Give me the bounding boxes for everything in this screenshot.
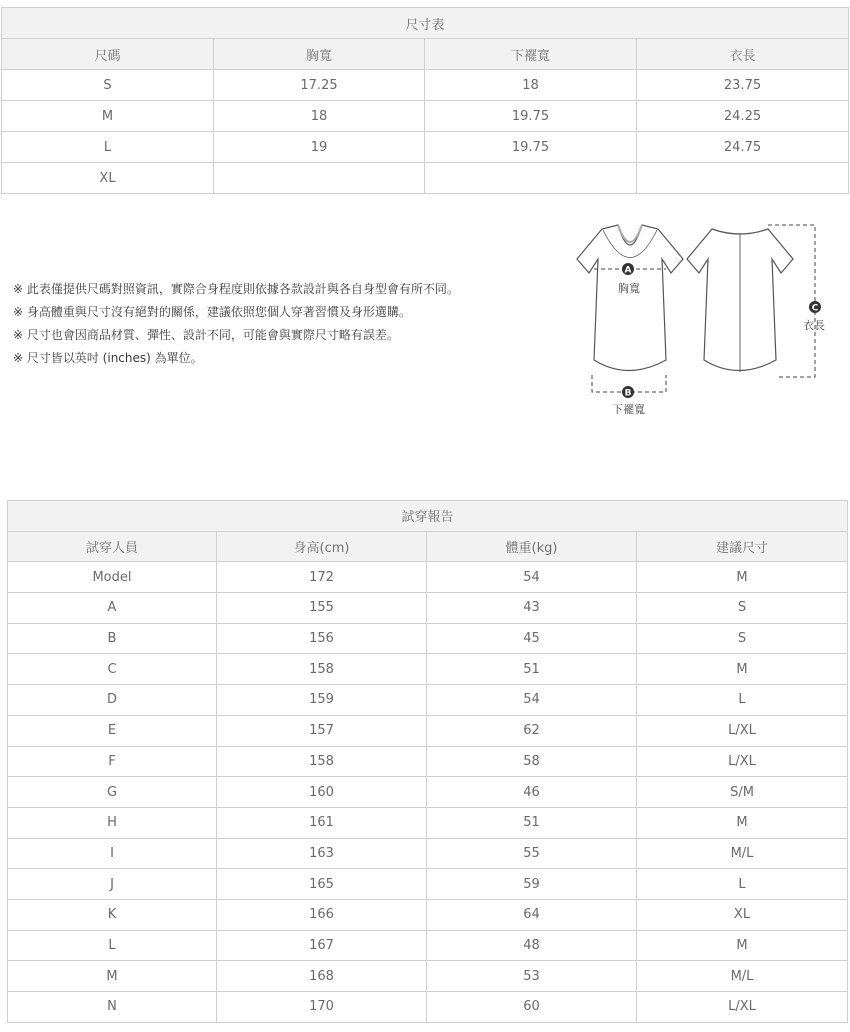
table-row xyxy=(8,961,848,992)
tester-cell: J xyxy=(8,869,217,900)
table-row xyxy=(8,685,848,716)
recommended-size-cell: S xyxy=(637,623,848,654)
chest-cell: 19 xyxy=(214,132,425,163)
hem-cell: 19.75 xyxy=(425,132,637,163)
tester-cell: F xyxy=(8,746,217,777)
size-notes xyxy=(13,278,459,370)
length-cell xyxy=(637,163,849,194)
weight-cell: 48 xyxy=(427,930,637,961)
table-row xyxy=(8,562,848,593)
tester-cell: A xyxy=(8,593,217,624)
recommended-size-cell: M xyxy=(637,807,848,838)
recommended-size-cell: XL xyxy=(637,899,848,930)
table-row xyxy=(2,132,849,163)
length-cell: 24.25 xyxy=(637,101,849,132)
tester-cell: D xyxy=(8,685,217,716)
tester-cell: K xyxy=(8,899,217,930)
weight-cell: 64 xyxy=(427,899,637,930)
table-row xyxy=(2,101,849,132)
fit-report-header: 身高(cm) xyxy=(217,531,427,562)
weight-cell: 60 xyxy=(427,992,637,1023)
tester-cell: H xyxy=(8,807,217,838)
table-row xyxy=(2,163,849,194)
table-row xyxy=(8,715,848,746)
recommended-size-cell: L xyxy=(637,869,848,900)
fit-report-title: 試穿報告 xyxy=(8,501,848,532)
hem-cell xyxy=(425,163,637,194)
chest-cell: 18 xyxy=(214,101,425,132)
height-cell: 161 xyxy=(217,807,427,838)
recommended-size-cell: L xyxy=(637,685,848,716)
height-cell: 172 xyxy=(217,562,427,593)
recommended-size-cell: M xyxy=(637,654,848,685)
tester-cell: I xyxy=(8,838,217,869)
table-row xyxy=(8,930,848,961)
table-row xyxy=(2,70,849,101)
table-row xyxy=(8,899,848,930)
height-cell: 168 xyxy=(217,961,427,992)
size-chart-title: 尺寸表 xyxy=(2,8,849,39)
measurement-diagram xyxy=(570,215,835,425)
length-cell: 24.75 xyxy=(637,132,849,163)
marker-a: A xyxy=(624,265,632,276)
weight-cell: 51 xyxy=(427,654,637,685)
size-cell: L xyxy=(2,132,214,163)
weight-cell: 54 xyxy=(427,562,637,593)
length-label: 衣長 xyxy=(803,319,825,332)
recommended-size-cell: S/M xyxy=(637,777,848,808)
chest-label: 胸寬 xyxy=(618,282,640,295)
fit-report-header: 體重(kg) xyxy=(427,531,637,562)
recommended-size-cell: M/L xyxy=(637,961,848,992)
size-chart-table xyxy=(1,7,849,194)
weight-cell: 62 xyxy=(427,715,637,746)
table-row xyxy=(8,593,848,624)
tester-cell: N xyxy=(8,992,217,1023)
height-cell: 155 xyxy=(217,593,427,624)
fit-report-header: 建議尺寸 xyxy=(637,531,848,562)
height-cell: 156 xyxy=(217,623,427,654)
weight-cell: 53 xyxy=(427,961,637,992)
hem-cell: 18 xyxy=(425,70,637,101)
weight-cell: 51 xyxy=(427,807,637,838)
height-cell: 158 xyxy=(217,746,427,777)
marker-c: C xyxy=(811,303,819,314)
height-cell: 159 xyxy=(217,685,427,716)
table-row xyxy=(8,623,848,654)
note-line: ※ 身高體重與尺寸沒有絕對的關係，建議依照您個人穿著習慣及身形選購。 xyxy=(13,305,411,319)
tester-cell: G xyxy=(8,777,217,808)
table-row xyxy=(8,869,848,900)
weight-cell: 45 xyxy=(427,623,637,654)
note-line: ※ 尺寸也會因商品材質、彈性、設計不同，可能會與實際尺寸略有誤差。 xyxy=(13,328,399,342)
tester-cell: L xyxy=(8,930,217,961)
size-chart-header: 下襬寬 xyxy=(425,39,637,70)
chest-cell xyxy=(214,163,425,194)
height-cell: 167 xyxy=(217,930,427,961)
tester-cell: B xyxy=(8,623,217,654)
weight-cell: 43 xyxy=(427,593,637,624)
weight-cell: 46 xyxy=(427,777,637,808)
tshirt-front-icon xyxy=(577,225,683,371)
length-cell: 23.75 xyxy=(637,70,849,101)
recommended-size-cell: L/XL xyxy=(637,715,848,746)
size-chart-header: 尺碼 xyxy=(2,39,214,70)
height-cell: 160 xyxy=(217,777,427,808)
recommended-size-cell: M xyxy=(637,930,848,961)
marker-b: B xyxy=(624,388,632,399)
size-cell: S xyxy=(2,70,214,101)
height-cell: 158 xyxy=(217,654,427,685)
fit-report-table xyxy=(7,500,848,1023)
hem-cell: 19.75 xyxy=(425,101,637,132)
size-chart-header: 胸寬 xyxy=(214,39,425,70)
recommended-size-cell: M xyxy=(637,562,848,593)
weight-cell: 58 xyxy=(427,746,637,777)
size-cell: M xyxy=(2,101,214,132)
weight-cell: 55 xyxy=(427,838,637,869)
tester-cell: E xyxy=(8,715,217,746)
tshirt-back-icon xyxy=(687,229,793,372)
tester-cell: M xyxy=(8,961,217,992)
recommended-size-cell: M/L xyxy=(637,838,848,869)
weight-cell: 54 xyxy=(427,685,637,716)
hem-label: 下襬寬 xyxy=(612,403,645,416)
note-line: ※ 此表僅提供尺碼對照資訊，實際合身程度則依據各款設計與各自身型會有所不同。 xyxy=(13,282,459,296)
table-row xyxy=(8,654,848,685)
table-row xyxy=(8,992,848,1023)
weight-cell: 59 xyxy=(427,869,637,900)
size-cell: XL xyxy=(2,163,214,194)
note-line: ※ 尺寸皆以英吋 (inches) 為單位。 xyxy=(13,351,203,365)
height-cell: 166 xyxy=(217,899,427,930)
size-chart-header: 衣長 xyxy=(637,39,849,70)
tester-cell: Model xyxy=(8,562,217,593)
recommended-size-cell: L/XL xyxy=(637,992,848,1023)
table-row xyxy=(8,838,848,869)
fit-report-header: 試穿人員 xyxy=(8,531,217,562)
table-row xyxy=(8,777,848,808)
chest-cell: 17.25 xyxy=(214,70,425,101)
tester-cell: C xyxy=(8,654,217,685)
recommended-size-cell: L/XL xyxy=(637,746,848,777)
table-row xyxy=(8,746,848,777)
height-cell: 170 xyxy=(217,992,427,1023)
recommended-size-cell: S xyxy=(637,593,848,624)
table-row xyxy=(8,807,848,838)
height-cell: 157 xyxy=(217,715,427,746)
height-cell: 163 xyxy=(217,838,427,869)
height-cell: 165 xyxy=(217,869,427,900)
